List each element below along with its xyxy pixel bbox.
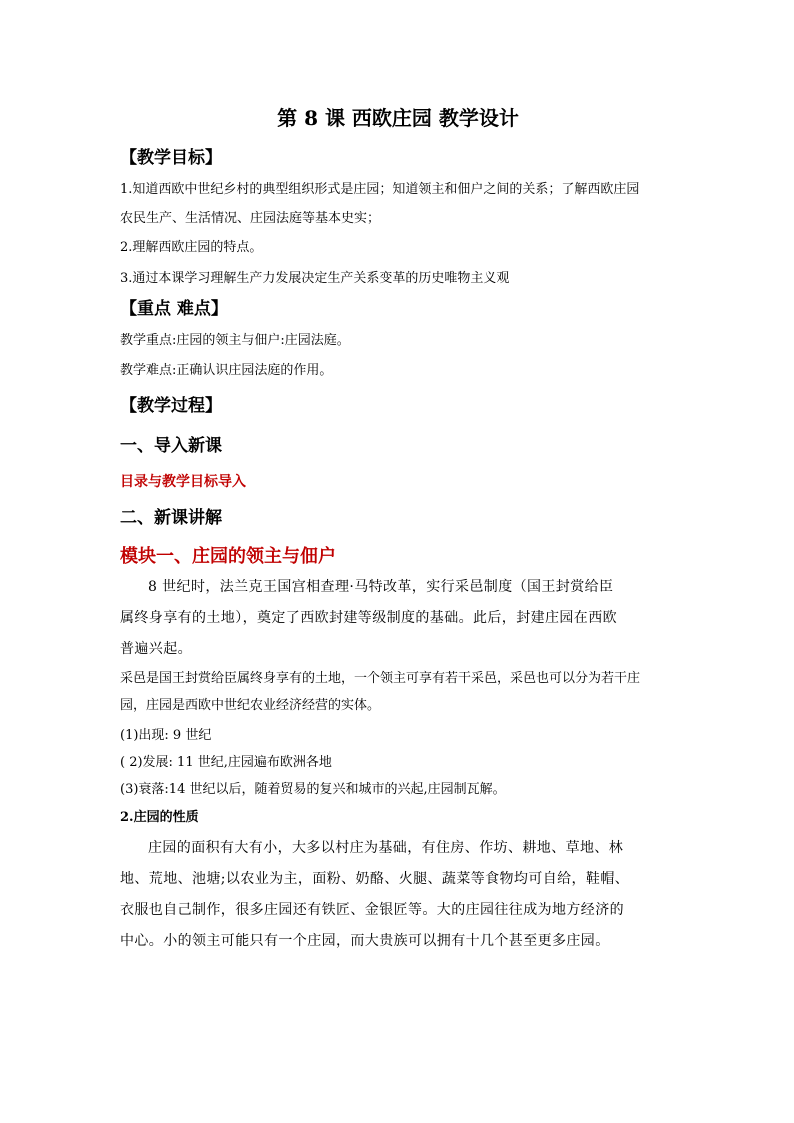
module1-paragraph-3 (120, 833, 676, 957)
paragraph-line: 庄园的面积有大有小，大多以村庄为基础，有住房、作坊、耕地、草地、林 (148, 840, 624, 856)
objective-line-3: 2.理解西欧庄园的特点。 (120, 240, 263, 255)
objectives-heading: 【教学目标】 (120, 148, 222, 168)
paragraph-line: 园，庄园是西欧中世纪农业经济经营的实体。 (120, 698, 381, 713)
intro-link[interactable]: 目录与教学目标导入 (120, 474, 246, 490)
paragraph-line: 地、荒地、池塘;以农业为主，面粉、奶酪、火腿、蔬菜等食物均可自给，鞋帽、 (120, 871, 630, 887)
stages-list (120, 722, 676, 803)
module1-paragraph-1 (120, 572, 676, 665)
page-title: 第 8 课 西欧庄园 教学设计 (277, 106, 519, 130)
paragraph-line: 属终身享有的土地），奠定了西欧封建等级制度的基础。此后，封建庄园在西欧 (120, 610, 617, 626)
paragraph-line: 采邑是国王封赏给臣属终身享有的土地，一个领主可享有若干采邑，采邑也可以分为若干庄 (120, 671, 641, 686)
nature-heading: 2.庄园的性质 (120, 810, 199, 825)
key-points-heading: 【重点 难点】 (120, 299, 228, 319)
stage-item: ( 2)发展: 11 世纪,庄园遍布欧洲各地 (120, 755, 332, 770)
teaching-difficulty: 教学难点:正确认识庄园法庭的作用。 (120, 363, 333, 378)
paragraph-line: 中心。小的领主可能只有一个庄园，而大贵族可以拥有十几个甚至更多庄园。 (120, 933, 610, 949)
module1-heading: 模块一、庄园的领主与佃户 (120, 546, 336, 567)
stage-item: (3)衰落:14 世纪以后，随着贸易的复兴和城市的兴起,庄园制瓦解。 (120, 782, 506, 797)
part2-heading: 二、新课讲解 (120, 508, 222, 528)
paragraph-line: 普遍兴起。 (120, 641, 192, 657)
objective-line-2: 农民生产、生活情况、庄园法庭等基本史实； (120, 211, 381, 226)
paragraph-line: 8 世纪时，法兰克王国宫相查理·马特改革，实行采邑制度（国王封赏给臣 (148, 579, 614, 595)
objective-line-4: 3.通过本课学习理解生产力发展决定生产关系变革的历史唯物主义观 (120, 271, 510, 286)
document-body (120, 100, 676, 957)
stage-item: (1)出现: 9 世纪 (120, 728, 212, 743)
module1-paragraph-2 (120, 665, 676, 719)
objective-line-1: 1.知道西欧中世纪乡村的典型组织形式是庄园；知道领主和佃户之间的关系；了解西欧庄园 (120, 182, 640, 197)
process-heading: 【教学过程】 (120, 396, 222, 416)
part1-heading: 一、导入新课 (120, 436, 222, 456)
teaching-focus: 教学重点:庄园的领主与佃户:庄园法庭。 (120, 333, 350, 348)
paragraph-line: 衣服也自己制作，很多庄园还有铁匠、金银匠等。大的庄园往往成为地方经济的 (120, 902, 624, 918)
